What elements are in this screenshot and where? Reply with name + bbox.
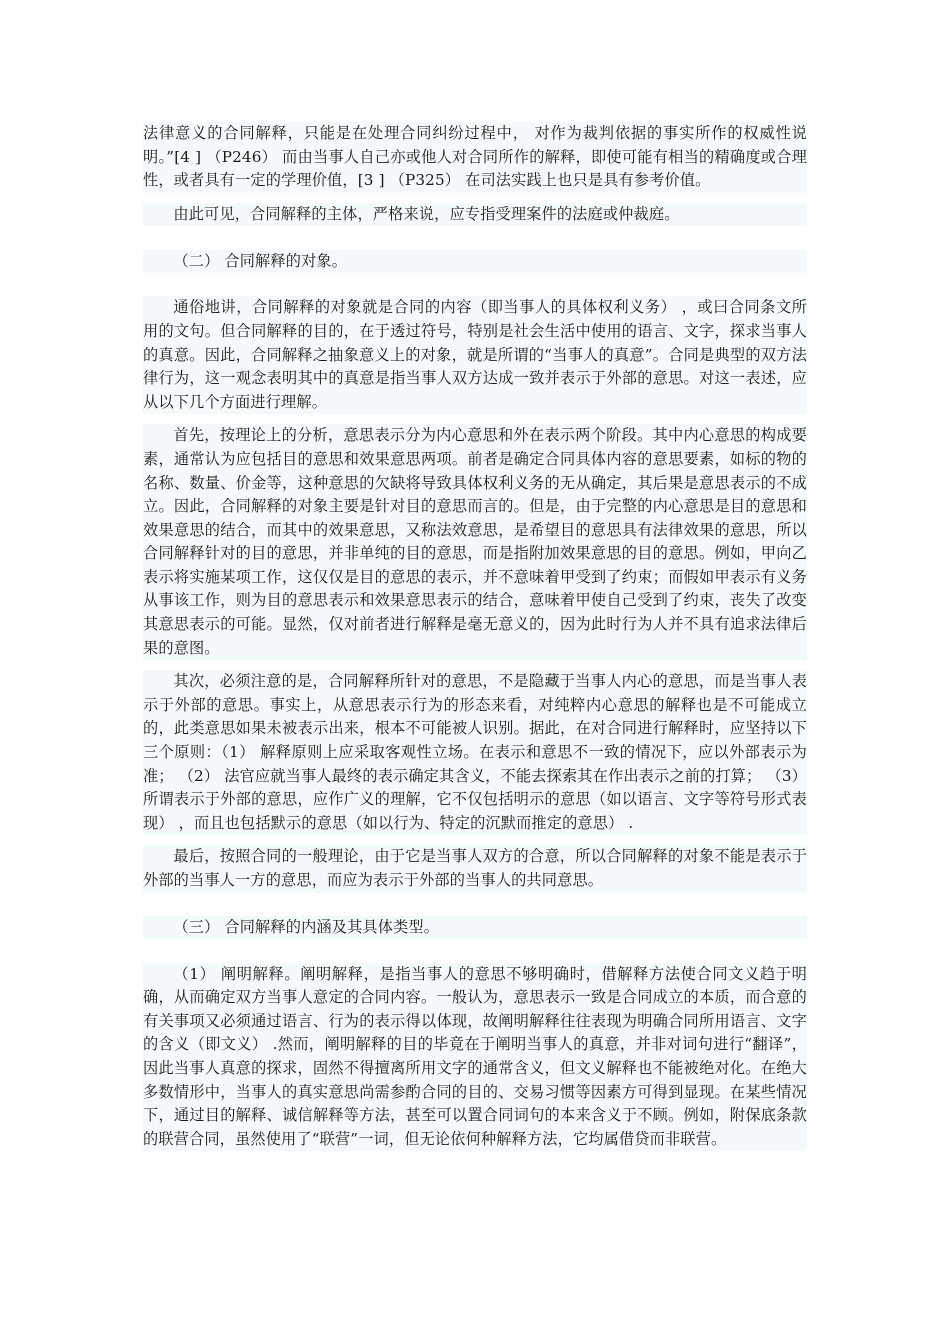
paragraph-interpretation-subject: 由此可见，合同解释的主体，严格来说，应专指受理案件的法庭或仲裁庭。: [143, 203, 807, 227]
section-heading-types: （三） 合同解释的内涵及其具体类型。: [143, 916, 807, 940]
paragraph-second-point: 其次，必须注意的是，合同解释所针对的意思，不是隐藏于当事人内心的意思，而是当事人表示于外部的意思。事实上，从意思表示行为的形态来看，对纯粹内心意思的解释也是不可能成立的，此类意思如果未被表示出来，根本不可能被人识别。据此，在对合同进行解释时，应坚持以下三个原则：（1） 解释原则上应采取客观性立场。在表示和意思不一致的情况下，应以外部表示为准； （2） 法官应就当事人最终的表示确定其含义，不能去探索其在作出表示之前的打算； （3） 所谓表示于外部的意思，应作广义的理解，它不仅包括明示的意思（如以语言、文字等符号形式表现） ，而且也包括默示的意思（如以行为、特定的沉默而推定的意思） .: [143, 670, 807, 835]
paragraph-clarifying-interpretation: （1） 阐明解释。阐明解释，是指当事人的意思不够明确时，借解释方法使合同文义趋于明确，从而确定双方当事人意定的合同内容。一般认为，意思表示一致是合同成立的本质，而合意的有关事项又必须通过语言、行为的表示得以体现，故阐明解释往往表现为明确合同所用语言、文字的含义（即文义） .然而，阐明解释的目的毕竟在于阐明当事人的真意，并非对词句进行“翻译”，因此当事人真意的探求，固然不得擅离所用文字的通常含义，但文义解释也不能被绝对化。在绝大多数情形中，当事人的真实意思尚需参酌合同的目的、交易习惯等因素方可得到显现。在某些情况下，通过目的解释、诚信解释等方法，甚至可以置合同词句的本来含义于不顾。例如，附保底条款的联营合同，虽然使用了“联营”一词，但无论依何种解释方法，它均属借贷而非联营。: [143, 963, 807, 1152]
paragraph-object-definition: 通俗地讲，合同解释的对象就是合同的内容（即当事人的具体权利义务） ，或曰合同条文所用的文句。但合同解释的目的，在于透过符号，特别是社会生活中使用的语言、文字，探求当事人的真意。因此，合同解释之抽象意义上的对象，就是所谓的“当事人的真意”。合同是典型的双方法律行为，这一观念表明其中的真意是指当事人双方达成一致并表示于外部的意思。对这一表述，应从以下几个方面进行理解。: [143, 296, 807, 414]
paragraph-contract-interpretation-authority: 法律意义的合同解释，只能是在处理合同纠纷过程中， 对作为裁判依据的事实所作的权威性说明。”[4 ] （P246） 而由当事人自己亦或他人对合同所作的解释，即使可能有相当的精确度或合理性，或者具有一定的学理价值，[3 ] （P325） 在司法实践上也只是具有参考价值。: [143, 122, 807, 193]
paragraph-last-point: 最后，按照合同的一般理论，由于它是当事人双方的合意，所以合同解释的对象不能是表示于外部的当事人一方的意思，而应为表示于外部的当事人的共同意思。: [143, 845, 807, 892]
document-body: [143, 122, 807, 1151]
paragraph-first-point: 首先，按理论上的分析，意思表示分为内心意思和外在表示两个阶段。其中内心意思的构成要素，通常认为应包括目的意思和效果意思两项。前者是确定合同具体内容的意思要素，如标的物的名称、数量、价金等，这种意思的欠缺将导致具体权利义务的无从确定，其后果是意思表示的不成立。因此，合同解释的对象主要是针对目的意思而言的。但是，由于完整的内心意思是目的意思和效果意思的结合，而其中的效果意思，又称法效意思，是希望目的意思具有法律效果的意思，所以合同解释针对的目的意思，并非单纯的目的意思，而是指附加效果意思的目的意思。例如，甲向乙表示将实施某项工作，这仅仅是目的意思的表示，并不意味着甲受到了约束；而假如甲表示有义务从事该工作，则为目的意思表示和效果意思表示的结合，意味着甲使自己受到了约束，丧失了改变其意思表示的可能。显然，仅对前者进行解释是毫无意义的，因为此时行为人并不具有追求法律后果的意图。: [143, 424, 807, 660]
section-heading-object: （二） 合同解释的对象。: [143, 250, 807, 274]
